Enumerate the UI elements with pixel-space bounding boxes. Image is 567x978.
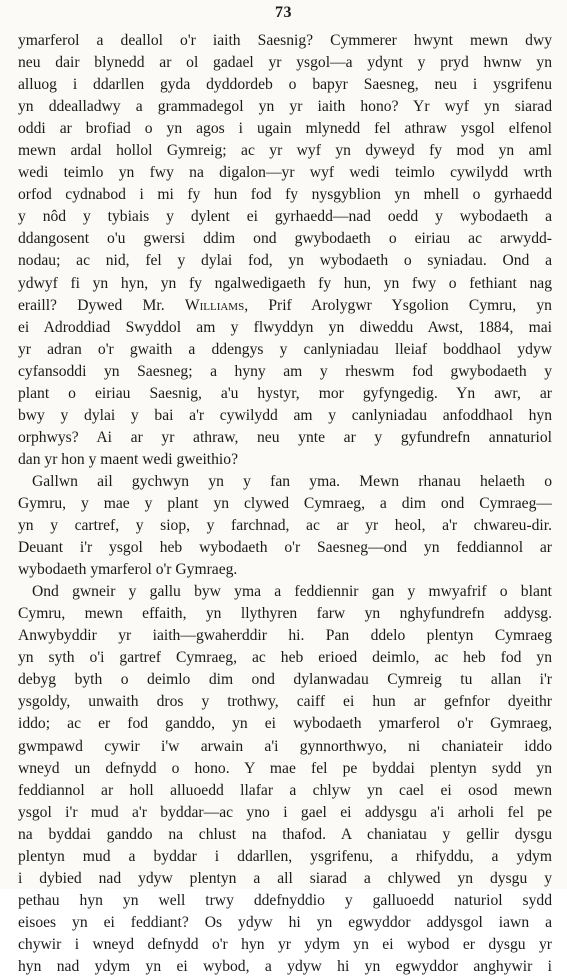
body-text xyxy=(18,30,552,978)
text-line: yn y cartref, y siop, y farchnad, ac ar yr heol, a'r chwareu-dir. xyxy=(18,517,552,535)
text-line: wneyd un defnydd o hono. Y mae fel pe byddai plentyn sydd yn xyxy=(18,759,552,777)
text-line: ei Adroddiad Swyddol am y flwyddyn yn diweddu Awst, 1884, mai xyxy=(18,318,552,336)
text-line: chywir i wneyd defnydd o'r hyn yr ydym yn ei wybod er dysgu yr xyxy=(18,935,552,953)
text-line: feddiannol ar holl alluoedd llafar a chlyw yn cael ei osod mewn xyxy=(18,781,552,799)
text-line: yn syth o'i gartref Cymraeg, ac heb erioed deimlo, ac heb fod yn xyxy=(18,649,552,667)
text-line: yr adran o'r gwaith a ddengys y canlyniadau lleiaf boddhaol ydyw xyxy=(18,340,552,358)
text-line: orfod cydnabod i mi fy hun fod fy nysgyblion yn mhell o gyrhaedd xyxy=(18,186,552,204)
text-line: Anwybyddir yr iaith—gwaherddir hi. Pan ddelo plentyn Cymraeg xyxy=(18,627,552,645)
text-line: wybodaeth ymarferol o'r Gymraeg. xyxy=(18,561,238,579)
text-line: ysgoldy, unwaith dros y trothwy, caiff ei hun ar gefnfor dyeithr xyxy=(18,693,552,711)
text-line: yn ddealladwy a grammadegol yn yr iaith hono? Yr wyf yn siarad xyxy=(18,98,552,116)
text-line: Gallwn ail gychwyn yn y fan yma. Mewn rhanau helaeth o xyxy=(32,472,552,490)
text-line: Deuant i'r ysgol heb wybodaeth o'r Saesneg—ond yn feddiannol ar xyxy=(18,539,552,557)
text-line: wedi teimlo yn fwy na digalon—yr wyf wedi teimlo cywilydd wrth xyxy=(18,164,552,182)
text-line: ddangosent o'u gwersi ddim ond gwybodaeth o eiriau ac arwydd- xyxy=(18,230,552,248)
text-line: na byddai ganddo na chlust na thafod. A chaniatau y gellir dysgu xyxy=(18,825,552,843)
text-line: neu dair blynedd ar ol gadael yr ysgol—a ydynt y pryd hwnw yn xyxy=(18,54,552,72)
text-line: ysgol i'r mud a'r byddar—ac yno i gael ei addysgu a'i arholi fel pe xyxy=(18,803,552,821)
text-line: y nôd y tybiais y dylent ei gyrhaedd—nad oedd y wybodaeth a xyxy=(18,208,552,226)
text-line: plant o eiriau Saesnig, a'u hystyr, mor gyfyngedig. Yn awr, ar xyxy=(18,384,552,402)
text-line: ymarferol a deallol o'r iaith Saesnig? Cymmerer hwynt mewn dwy xyxy=(18,32,552,49)
text-line: eisoes yn ei feddiant? Os ydyw hi yn egwyddor addysgol iawn a xyxy=(18,913,552,931)
text-line: mewn ardal hollol Gymreig; ac yr wyf yn dyweyd fy mod yn aml xyxy=(18,142,552,160)
text-line: nodau; ac nid, fel y dylai fod, yn wybodaeth o syniadau. Ond a xyxy=(18,252,552,270)
text-line: pethau hyn yn well trwy ddefnyddio y galluoedd naturiol sydd xyxy=(18,891,552,909)
text-line: oddi ar brofiad o yn agos i ugain mlynedd fel athraw ysgol elfenol xyxy=(18,120,552,138)
text-line: eraill? Dywed Mr. Williams, Prif Arolygwr Ysgolion Cymru, yn xyxy=(18,296,552,314)
small-caps-name: Williams xyxy=(184,296,245,314)
text-line: bwy y dylai y bai a'r cywilydd am y canlyniadau anfoddhaol hyn xyxy=(18,406,552,424)
page-number: 73 xyxy=(275,4,292,21)
text-line: alluog i ddarllen gyda dyddordeb o bapyr Saesneg, neu i ysgrifenu xyxy=(18,76,552,94)
text-line: debyg byth o deimlo dim ond dylanwadau Cymreig tu allan i'r xyxy=(18,671,552,689)
text-line: cyfansoddi yn Saesneg; a hyny am y rheswm fod gwybodaeth y xyxy=(18,362,552,380)
text-line: gwmpawd cywir i'w arwain a'i gynnorthwyo, ni chaniateir iddo xyxy=(18,737,552,755)
text-line: ydwyf fi yn hyn, yn fy ngalwedigaeth fy hun, yn fwy o fethiant nag xyxy=(18,274,552,292)
text-line: plentyn mud a byddar i ddarllen, ysgrifenu, a rhifyddu, a ydym xyxy=(18,847,552,865)
text-line: Ond gwneir y gallu byw yma a feddiennir gan y mwyafrif o blant xyxy=(32,583,552,601)
text-line: Gymru, y mae y plant yn clywed Cymraeg, a dim ond Cymraeg— xyxy=(18,494,552,512)
text-line: iddo; ac er fod ganddo, yn ei wybodaeth ymarferol o'r Gymraeg, xyxy=(18,715,552,733)
text-line: i dybied nad ydyw plentyn a all siarad a chlywed yn dysgu y xyxy=(18,869,552,887)
text-line: hyn nad ydym yn ei wybod, a ydyw hi yn egwyddor anghywir i xyxy=(18,957,552,975)
text-line: dan yr hon y maent wedi gweithio? xyxy=(18,450,238,468)
text-line: Cymru, mewn effaith, yn llythyren farw yn nghyfundrefn addysg. xyxy=(18,605,552,623)
text-line: orphwys? Ai ar yr athraw, neu ynte ar y gyfundrefn annaturiol xyxy=(18,428,552,446)
